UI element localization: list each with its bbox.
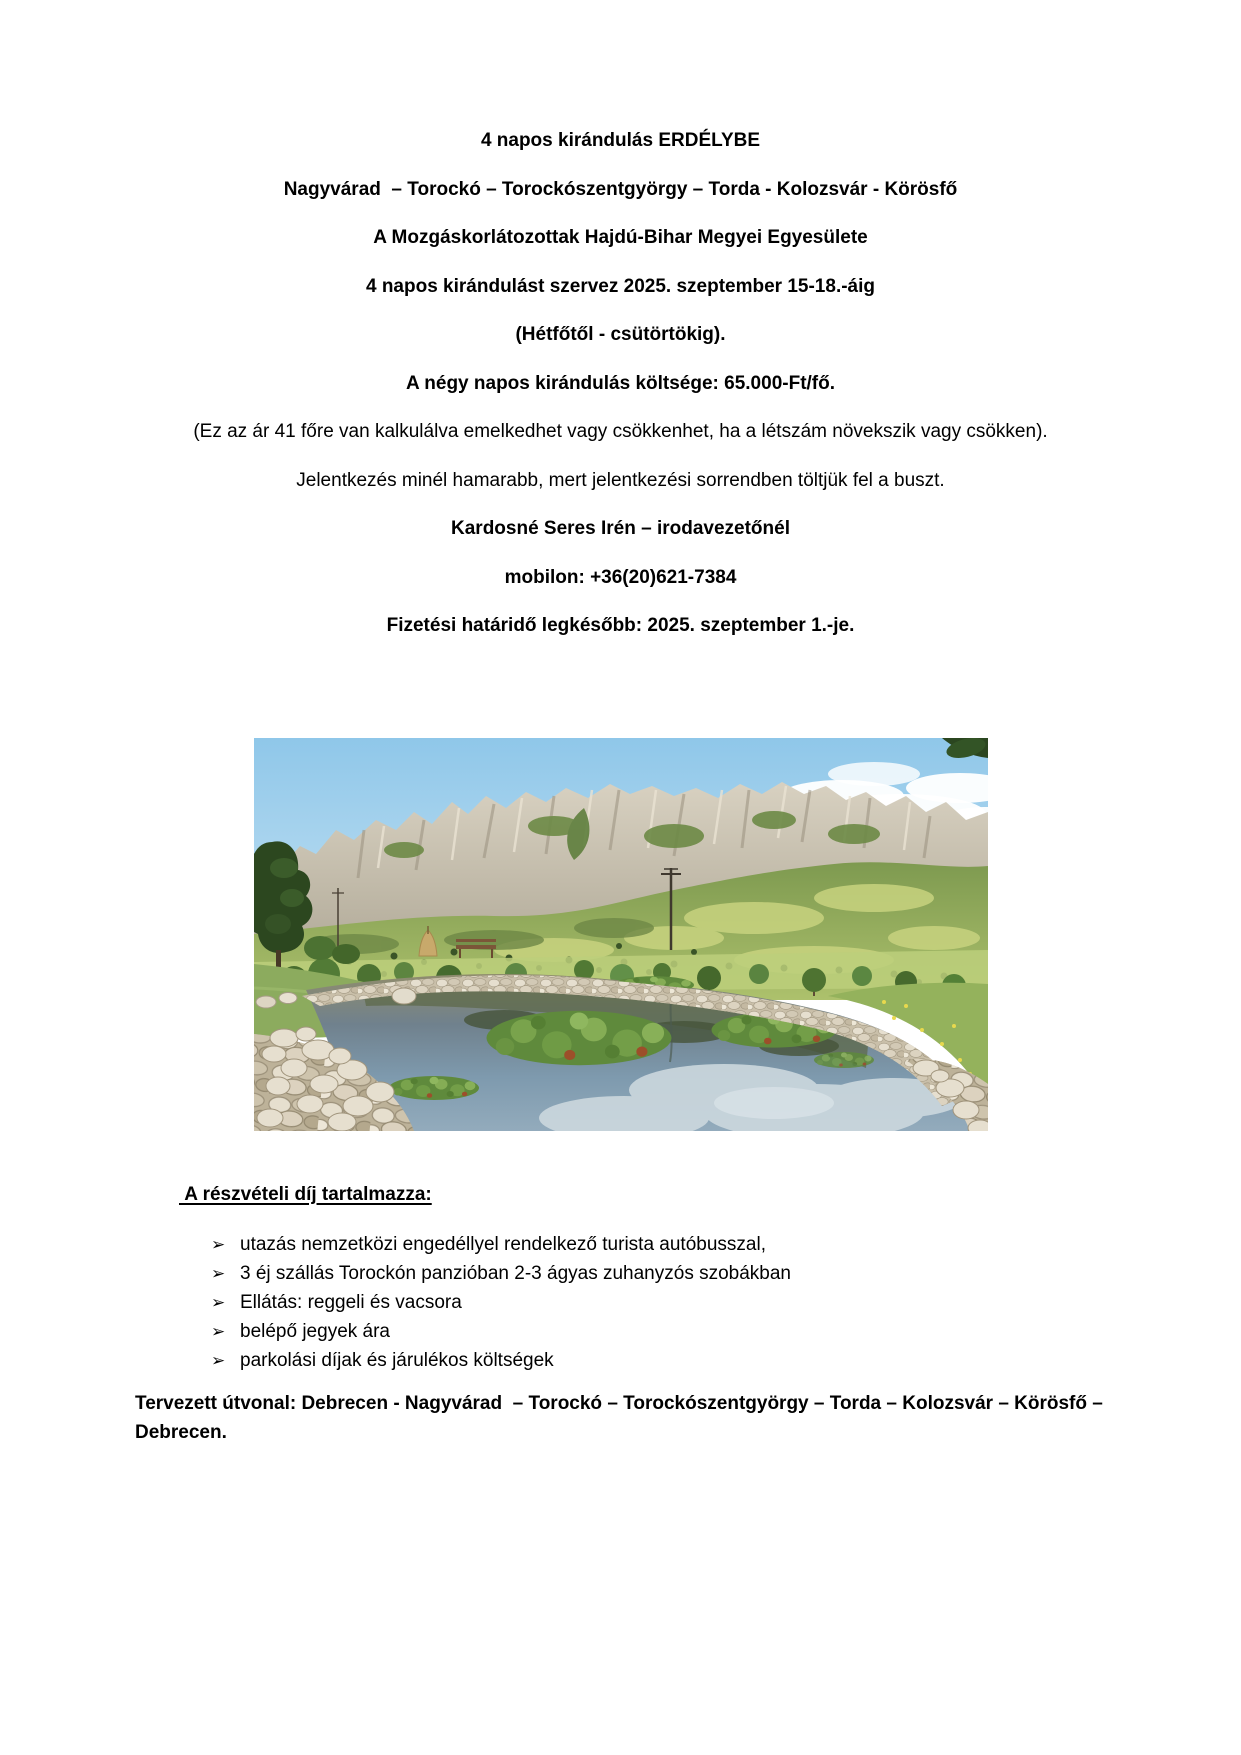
- price-line: A négy napos kirándulás költsége: 65.000-Ft/fő.: [405, 372, 836, 394]
- planned-route: Tervezett útvonal: Debrecen - Nagyvárad – Torockó – Torockószentgyörgy – Torda – Kolozsvár – Körösfő – Debrecen.: [135, 1393, 1103, 1443]
- includes-heading-text: A részvételi díj tartalmazza:: [179, 1184, 432, 1205]
- list-item: [135, 1230, 1106, 1259]
- list-item-text: belépő jegyek ára: [240, 1321, 390, 1342]
- list-item-text: utazás nemzetközi engedéllyel rendelkező turista autóbusszal,: [240, 1234, 766, 1255]
- arrow-bullet-icon: ➢: [211, 1235, 226, 1254]
- signup-note: Jelentkezés minél hamarabb, mert jelentkezési sorrendben töltjük fel a buszt.: [296, 469, 945, 491]
- payment-deadline: Fizetési határidő legkésőbb: 2025. szeptember 1.-je.: [386, 615, 855, 636]
- list-item: [135, 1317, 1106, 1346]
- arrow-bullet-icon: ➢: [211, 1264, 226, 1283]
- document-content: [135, 127, 1106, 1447]
- weekday-note: (Hétfőtől - csütörtökig).: [515, 324, 726, 345]
- price-note: (Ez az ár 41 főre van kalkulálva emelkedhet vagy csökkenhet, ha a létszám növekszik vagy csökken).: [193, 421, 1048, 442]
- list-item-text: parkolási díjak és járulékos költségek: [240, 1350, 554, 1371]
- contact-phone: mobilon: +36(20)621-7384: [504, 566, 737, 588]
- landscape-photo: [254, 738, 988, 1131]
- doc-title: 4 napos kirándulás ERDÉLYBE: [480, 130, 761, 151]
- route-summary: Nagyvárad – Torockó – Torockószentgyörgy – Torda - Kolozsvár - Körösfő: [283, 178, 958, 200]
- contact-name: Kardosné Seres Irén – irodavezetőnél: [451, 518, 790, 539]
- includes-heading: [179, 1181, 1106, 1209]
- list-item-text: Ellátás: reggeli és vacsora: [240, 1292, 462, 1313]
- list-item-text: 3 éj szállás Torockón panzióban 2-3 ágyas zuhanyzós szobákban: [240, 1263, 791, 1284]
- includes-list: [135, 1230, 1106, 1375]
- list-item: [135, 1346, 1106, 1375]
- trip-announcement: 4 napos kirándulást szervez 2025. szeptember 15-18.-áig: [365, 275, 875, 297]
- list-item: [135, 1259, 1106, 1288]
- arrow-bullet-icon: ➢: [211, 1351, 226, 1370]
- arrow-bullet-icon: ➢: [211, 1293, 226, 1312]
- organizer-name: A Mozgáskorlátozottak Hajdú-Bihar Megyei Egyesülete: [373, 227, 868, 248]
- list-item: [135, 1288, 1106, 1317]
- arrow-bullet-icon: ➢: [211, 1322, 226, 1341]
